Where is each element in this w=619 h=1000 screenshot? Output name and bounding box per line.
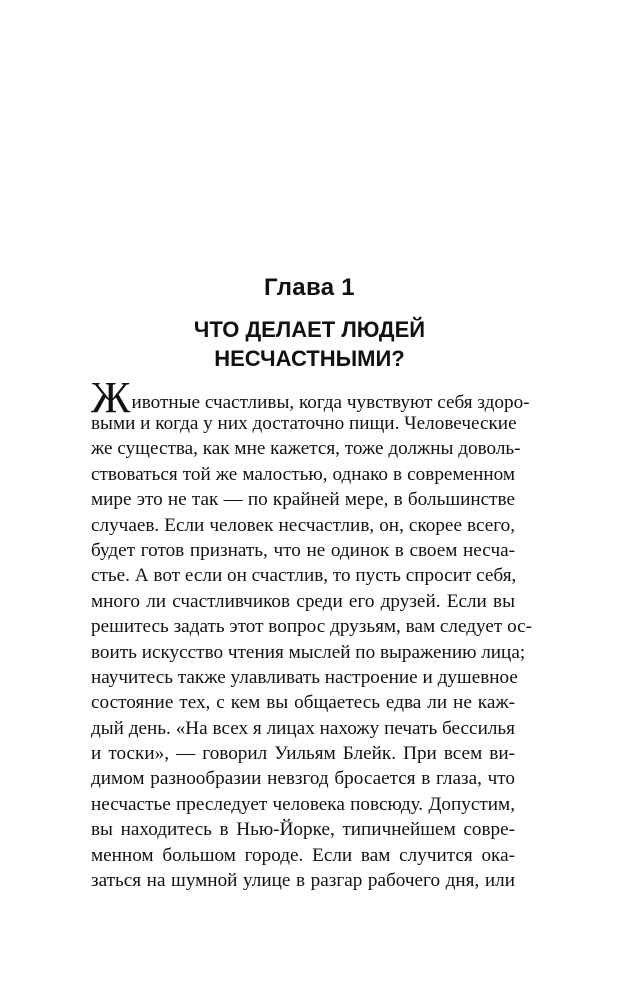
text-line: случаев. Если человек несчастлив, он, скорее всего, — [91, 514, 515, 536]
first-line-text: ивотные счастливы, когда чувствуют себя здоро- — [131, 392, 530, 413]
text-line: несчастье преследует человека повсюду. Допустим, — [91, 793, 515, 815]
text-line: димом разнообразии невзгод бросается в глаза, что — [91, 768, 515, 790]
text-line: вы находитесь в Нью-Йорке, типичнейшем совре- — [91, 819, 515, 841]
text-line: научитесь также улавливать настроение и душевное — [91, 666, 518, 688]
chapter-title — [0, 315, 619, 373]
text-line: состояние тех, с кем вы общаетесь едва ли не каж- — [91, 692, 515, 714]
chapter-number: Глава 1 — [264, 274, 355, 301]
text-line: решитесь задать этот вопрос друзьям, вам следует ос- — [91, 616, 533, 638]
text-line: много ли счастливчиков среди его друзей. Если вы — [91, 590, 515, 612]
drop-cap: Ж — [91, 373, 131, 422]
text-line: менном большом городе. Если вам случится ока- — [91, 844, 515, 866]
text-line: ствоваться той же малостью, однако в современном — [91, 463, 515, 485]
text-line: воить искусство чтения мыслей по выражению лица; — [91, 641, 526, 663]
chapter-title-line: НЕСЧАСТНЫМИ? — [214, 346, 405, 371]
text-line: же существа, как мне кажется, тоже должны доволь- — [91, 438, 521, 460]
text-line — [91, 373, 530, 422]
text-line: дый день. «На всех я лицах нахожу печать бессилья — [91, 717, 515, 739]
text-line: и тоски», — говорил Уильям Блейк. При всем ви- — [91, 743, 515, 765]
text-line: будет готов признать, что не одинок в своем несча- — [91, 539, 515, 561]
text-line: выми и когда у них достаточно пищи. Человеческие — [91, 413, 517, 434]
chapter-title-line: ЧТО ДЕЛАЕТ ЛЮДЕЙ — [193, 317, 426, 342]
body-paragraph — [91, 373, 533, 893]
text-line: мире это не так — по крайней мере, в большинстве — [91, 489, 515, 511]
text-line: заться на шумной улице в разгар рабочего дня, или — [91, 870, 515, 892]
text-line: стье. А вот если он счастлив, то пусть спросит себя, — [91, 565, 517, 587]
